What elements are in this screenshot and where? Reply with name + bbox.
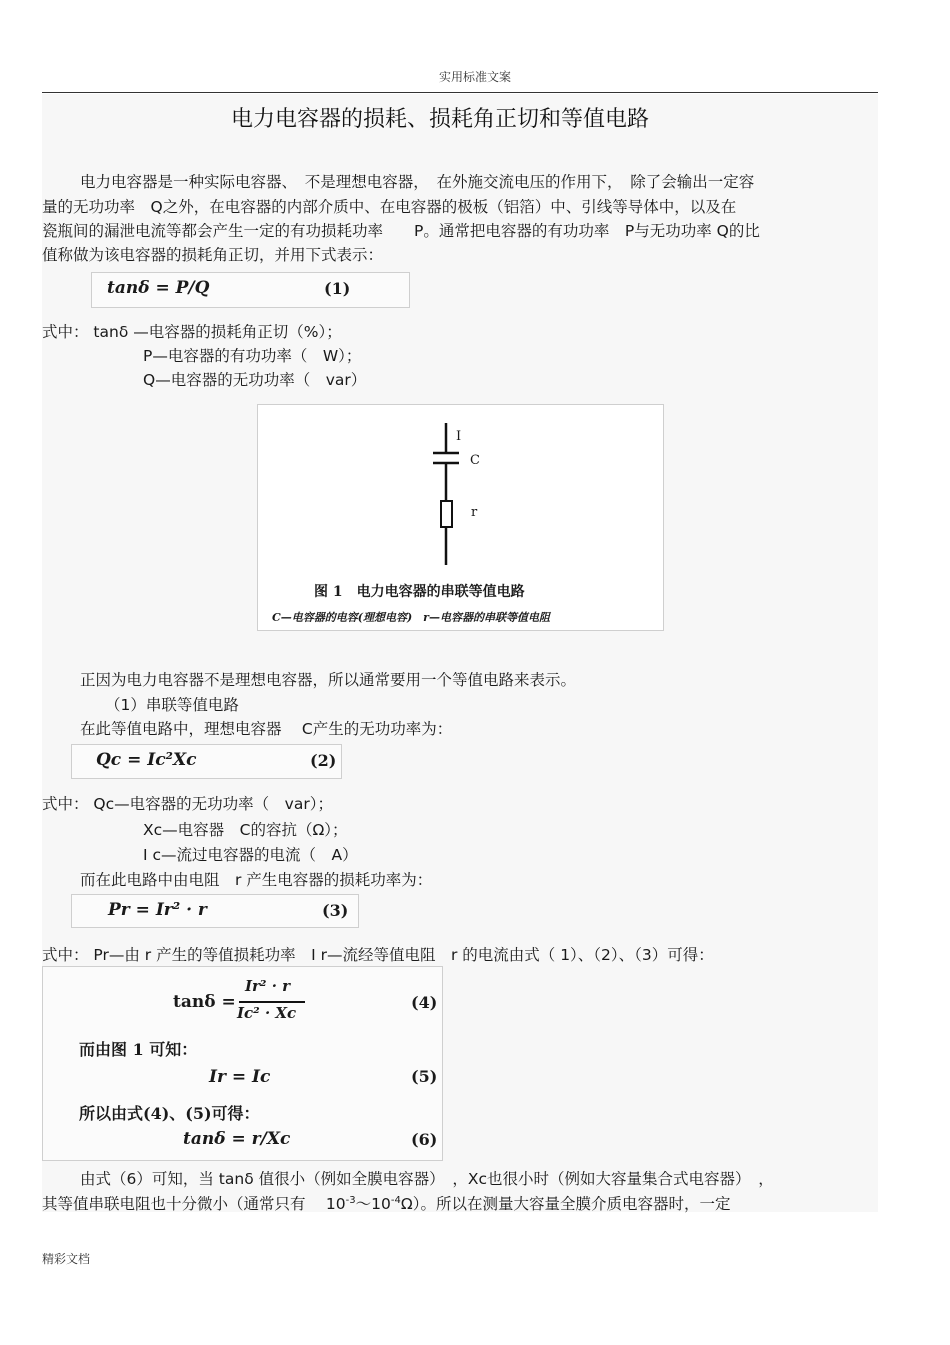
equation-2-number: (2) bbox=[310, 751, 337, 770]
para3-line-1: 由式（6）可知，当 tanδ 值很小（例如全膜电容器） ，Xc也很小时（例如大容量集合式电容器） ， bbox=[80, 1170, 774, 1188]
para2-line-1: 正因为电力电容器不是理想电容器，所以通常要用一个等值电路来表示。 bbox=[80, 671, 577, 689]
equation-2-formula: Qc = Ic²Xc bbox=[96, 750, 197, 770]
figure-subcaption: C—电容器的电容(理想电容) r—电容器的串联等值电阻 bbox=[272, 611, 550, 624]
defs1-line-2: P—电容器的有功功率（ W）； bbox=[143, 347, 362, 365]
intro-line-2: 量的无功功率 Q之外，在电容器的内部介质中、在电容器的极板（铝箔）中、引线等导体中，以及在 bbox=[42, 198, 737, 216]
equation-4-denominator: Ic² · Xc bbox=[237, 1004, 297, 1022]
page-header: 实用标准文案 bbox=[438, 70, 511, 84]
para2-line-3: 在此等值电路中，理想电容器 C产生的无功功率为： bbox=[80, 720, 453, 738]
para2-line-2: （1）串联等值电路 bbox=[105, 696, 239, 714]
text-therefore: 所以由式(4)、(5)可得： bbox=[79, 1104, 260, 1123]
para3-line-2-a: 其等值串联电阻也十分微小（通常只有 10 bbox=[42, 1195, 346, 1213]
superscript-2: -4 bbox=[390, 1194, 401, 1206]
equation-6: tanδ = r/Xc bbox=[183, 1129, 291, 1149]
superscript-1: -3 bbox=[345, 1194, 356, 1206]
label-resistor-r: r bbox=[471, 505, 478, 520]
defs2-line-1: 式中： Qc—电容器的无功功率（ var）； bbox=[42, 795, 333, 813]
defs1-line-3: Q—电容器的无功功率（ var） bbox=[143, 371, 367, 389]
equation-3-formula: Pr = Ir² · r bbox=[108, 900, 207, 920]
text-from-figure: 而由图 1 可知： bbox=[79, 1040, 198, 1059]
defs2-line-2: Xc—电容器 C的容抗（Ω）； bbox=[143, 821, 348, 839]
figure-caption: 图 1 电力电容器的串联等值电路 bbox=[314, 584, 525, 600]
intro-line-1: 电力电容器是一种实际电容器、 不是理想电容器， 在外施交流电压的作用下， 除了会输出一定容 bbox=[80, 173, 755, 191]
defs2-line-4: 而在此电路中由电阻 r 产生电容器的损耗功率为： bbox=[80, 871, 433, 889]
para3-line-2-c: Ω）。所以在测量大容量全膜介质电容器时，一定 bbox=[400, 1195, 731, 1213]
equation-4-number: (4) bbox=[411, 993, 438, 1012]
equation-3-number: (3) bbox=[322, 901, 349, 920]
equation-4-numerator: Ir² · r bbox=[245, 977, 291, 995]
intro-line-4: 值称做为该电容器的损耗角正切，并用下式表示： bbox=[42, 246, 384, 264]
defs2-line-3: I c—流过电容器的电流（ A） bbox=[143, 846, 358, 864]
equation-2-box bbox=[71, 744, 342, 779]
equation-1-box bbox=[91, 272, 410, 308]
page-footer: 精彩文档 bbox=[42, 1252, 91, 1266]
header-rule bbox=[42, 92, 878, 93]
equation-3-box bbox=[71, 894, 359, 928]
label-current-I: I bbox=[456, 429, 462, 444]
para3-line-2 bbox=[42, 1192, 730, 1214]
defs3-line-1: 式中： Pr—由 r 产生的等值损耗功率 I r—流经等值电阻 r 的电流由式（ 1）、（2）、（3）可得： bbox=[42, 946, 714, 964]
figure-1 bbox=[257, 404, 664, 631]
defs1-line-1: 式中： tanδ —电容器的损耗角正切（%）； bbox=[42, 323, 342, 341]
equation-6-number: (6) bbox=[411, 1130, 438, 1149]
equation-5-number: (5) bbox=[411, 1067, 438, 1086]
equation-1-number: (1) bbox=[324, 279, 351, 298]
label-capacitor-C: C bbox=[470, 453, 480, 468]
para3-line-2-b: ～10 bbox=[355, 1195, 391, 1213]
equation-1-formula: tanδ = P/Q bbox=[107, 278, 210, 298]
equations-4-6-box bbox=[42, 966, 443, 1161]
intro-line-3: 瓷瓶间的漏泄电流等都会产生一定的有功损耗功率 P。通常把电容器的有功功率 P与无功功率 Q的比 bbox=[42, 222, 760, 240]
equation-5: Ir = Ic bbox=[209, 1067, 271, 1087]
fraction-bar bbox=[239, 1001, 305, 1003]
document-title: 电力电容器的损耗、损耗角正切和等值电路 bbox=[230, 107, 649, 132]
equation-4-left: tanδ = bbox=[173, 992, 236, 1012]
